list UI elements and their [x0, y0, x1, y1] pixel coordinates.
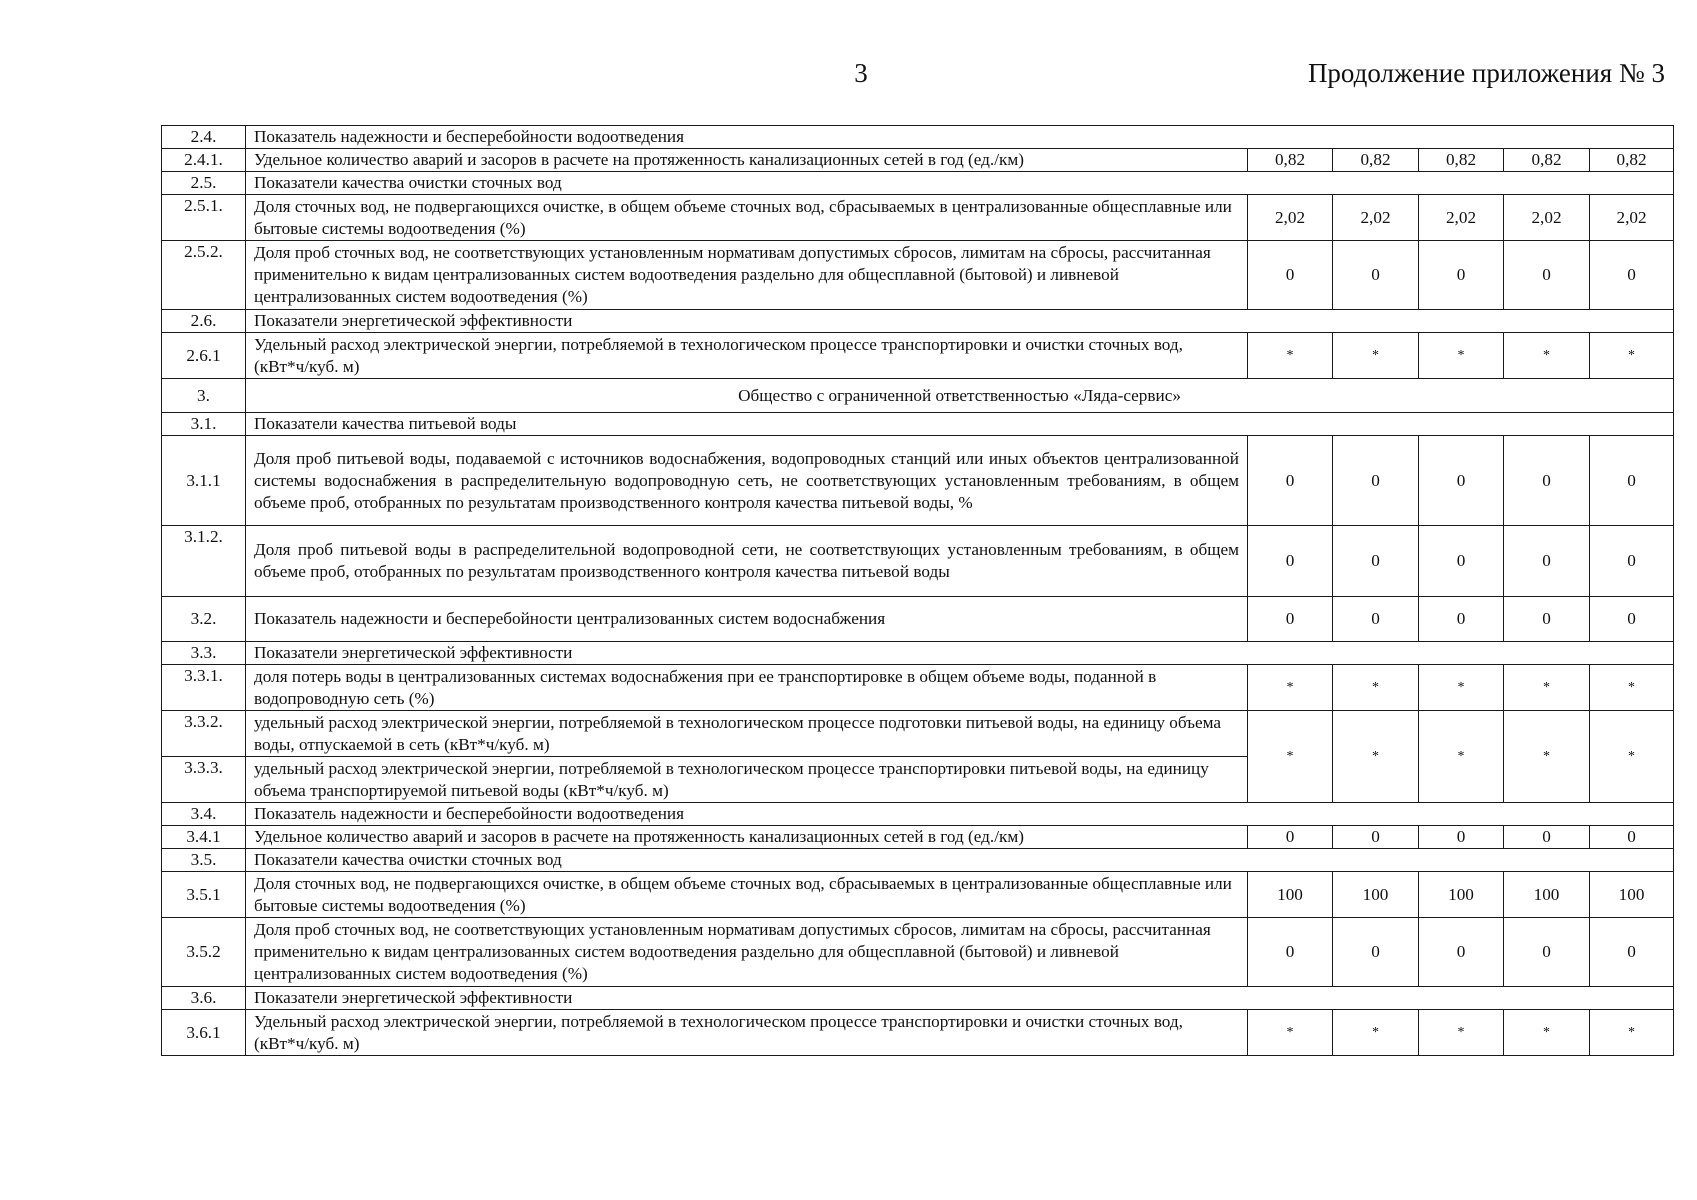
value-cell: 0	[1504, 526, 1590, 597]
value-cell: 0	[1419, 241, 1504, 310]
value-cell: *	[1333, 711, 1419, 803]
value-cell: *	[1419, 333, 1504, 379]
table-row	[162, 333, 1674, 379]
value-cell: 0	[1590, 436, 1674, 526]
section-title: Показатели качества очистки сточных вод	[246, 172, 1674, 195]
value-cell: *	[1504, 333, 1590, 379]
indicator-text: удельный расход электрической энергии, потребляемой в технологическом процессе подготовки питьевой воды, на единицу объема воды, отпускаемой в сеть (кВт*ч/куб. м)	[246, 711, 1248, 757]
value-cell: *	[1248, 711, 1333, 803]
row-number: 3.2.	[162, 597, 246, 642]
value-cell: 100	[1504, 872, 1590, 918]
row-number: 2.5.	[162, 172, 246, 195]
row-number: 3.6.	[162, 987, 246, 1010]
indicator-text: Доля сточных вод, не подвергающихся очистке, в общем объеме сточных вод, сбрасываемых в централизованные общесплавные или бытовые системы водоотведения (%)	[246, 195, 1248, 241]
value-cell: 0	[1248, 241, 1333, 310]
value-cell: 0	[1333, 436, 1419, 526]
section-row	[162, 642, 1674, 665]
indicator-text: Доля проб сточных вод, не соответствующих установленным нормативам допустимых сбросов, лимитам на сбросы, рассчитанная применительно к видам централизованных систем водоотведения раздельно для общесплавной (бытовой) и ливневой централизованных систем водоотведения (%)	[246, 918, 1248, 987]
value-cell: 0	[1590, 826, 1674, 849]
value-cell: 0	[1504, 597, 1590, 642]
value-cell: 0	[1248, 918, 1333, 987]
value-cell: *	[1590, 1010, 1674, 1056]
table-body	[162, 126, 1674, 1056]
section-title: Показатели энергетической эффективности	[246, 987, 1674, 1010]
indicator-text: Удельное количество аварий и засоров в расчете на протяженность канализационных сетей в год (ед./км)	[246, 149, 1248, 172]
section-row	[162, 310, 1674, 333]
section-row	[162, 126, 1674, 149]
value-cell: 0	[1504, 436, 1590, 526]
row-number: 3.5.1	[162, 872, 246, 918]
value-cell: 0,82	[1333, 149, 1419, 172]
value-cell: 0	[1248, 597, 1333, 642]
row-number: 3.1.	[162, 413, 246, 436]
value-cell: *	[1590, 711, 1674, 803]
value-cell: *	[1419, 665, 1504, 711]
table-row	[162, 597, 1674, 642]
row-number: 2.4.1.	[162, 149, 246, 172]
value-cell: 0	[1248, 526, 1333, 597]
value-cell: 100	[1333, 872, 1419, 918]
section-row	[162, 413, 1674, 436]
row-number: 2.6.	[162, 310, 246, 333]
row-number: 2.5.2.	[162, 241, 246, 310]
value-cell: 0	[1248, 436, 1333, 526]
table-row	[162, 526, 1674, 597]
section-title: Показатели качества питьевой воды	[246, 413, 1674, 436]
organization-name: Общество с ограниченной ответственностью «Ляда-сервис»	[246, 379, 1674, 413]
indicator-text: Удельное количество аварий и засоров в расчете на протяженность канализационных сетей в год (ед./км)	[246, 826, 1248, 849]
table-row	[162, 241, 1674, 310]
row-number: 3.	[162, 379, 246, 413]
organization-row	[162, 379, 1674, 413]
value-cell: 2,02	[1333, 195, 1419, 241]
table-row	[162, 826, 1674, 849]
value-cell: 0	[1590, 918, 1674, 987]
indicators-table	[161, 125, 1674, 1056]
value-cell: *	[1419, 711, 1504, 803]
section-title: Показатели энергетической эффективности	[246, 642, 1674, 665]
section-row	[162, 803, 1674, 826]
table-row	[162, 149, 1674, 172]
row-number: 3.4.1	[162, 826, 246, 849]
value-cell: 2,02	[1504, 195, 1590, 241]
table-row	[162, 195, 1674, 241]
value-cell: *	[1419, 1010, 1504, 1056]
row-number: 3.5.2	[162, 918, 246, 987]
section-title: Показатель надежности и бесперебойности водоотведения	[246, 126, 1674, 149]
table-row	[162, 1010, 1674, 1056]
row-number: 3.5.	[162, 849, 246, 872]
row-number: 2.6.1	[162, 333, 246, 379]
value-cell: 0	[1419, 826, 1504, 849]
page-number: 3	[854, 58, 868, 88]
row-number: 3.4.	[162, 803, 246, 826]
value-cell: 100	[1590, 872, 1674, 918]
row-number: 3.3.3.	[162, 757, 246, 803]
table-row	[162, 711, 1674, 757]
indicator-text: Доля проб питьевой воды в распределительной водопроводной сети, не соответствующих установленным требованиям, в общем объеме проб, отобранных по результатам производственного контроля качества питьевой воды	[246, 526, 1248, 597]
section-row	[162, 172, 1674, 195]
value-cell: 0	[1590, 597, 1674, 642]
value-cell: 0	[1419, 918, 1504, 987]
row-number: 3.1.1	[162, 436, 246, 526]
section-row	[162, 849, 1674, 872]
value-cell: 0	[1419, 597, 1504, 642]
value-cell: 0	[1590, 526, 1674, 597]
table-row	[162, 872, 1674, 918]
value-cell: *	[1504, 665, 1590, 711]
value-cell: 0	[1419, 436, 1504, 526]
value-cell: 0	[1248, 826, 1333, 849]
section-title: Показатель надежности и бесперебойности водоотведения	[246, 803, 1674, 826]
section-row	[162, 987, 1674, 1010]
value-cell: *	[1248, 665, 1333, 711]
row-number: 3.3.	[162, 642, 246, 665]
indicator-text: Удельный расход электрической энергии, потребляемой в технологическом процессе транспортировки и очистки сточных вод, (кВт*ч/куб. м)	[246, 333, 1248, 379]
value-cell: 0	[1419, 526, 1504, 597]
row-number: 2.4.	[162, 126, 246, 149]
value-cell: *	[1248, 1010, 1333, 1056]
row-number: 3.6.1	[162, 1010, 246, 1056]
value-cell: 2,02	[1248, 195, 1333, 241]
value-cell: 100	[1248, 872, 1333, 918]
value-cell: 2,02	[1419, 195, 1504, 241]
value-cell: 0	[1333, 918, 1419, 987]
row-number: 3.3.1.	[162, 665, 246, 711]
row-number: 3.3.2.	[162, 711, 246, 757]
continuation-label: Продолжение приложения № 3	[1307, 58, 1665, 88]
value-cell: 100	[1419, 872, 1504, 918]
row-number: 2.5.1.	[162, 195, 246, 241]
value-cell: 0,82	[1590, 149, 1674, 172]
value-cell: 0,82	[1248, 149, 1333, 172]
table-row	[162, 436, 1674, 526]
value-cell: 0	[1504, 918, 1590, 987]
indicator-text: Доля сточных вод, не подвергающихся очистке, в общем объеме сточных вод, сбрасываемых в централизованные общесплавные или бытовые системы водоотведения (%)	[246, 872, 1248, 918]
value-cell: *	[1333, 665, 1419, 711]
value-cell: 0	[1590, 241, 1674, 310]
value-cell: *	[1590, 665, 1674, 711]
value-cell: 0	[1333, 826, 1419, 849]
value-cell: 2,02	[1590, 195, 1674, 241]
indicator-text: Доля проб питьевой воды, подаваемой с источников водоснабжения, водопроводных станций или иных объектов централизованной системы водоснабжения в распределительную водопроводную сеть, не соответствующих установленным требованиям, в общем объеме проб, отобранных по результатам производственного контроля качества питьевой воды, %	[246, 436, 1248, 526]
section-title: Показатели энергетической эффективности	[246, 310, 1674, 333]
indicator-text: Удельный расход электрической энергии, потребляемой в технологическом процессе транспортировки и очистки сточных вод, (кВт*ч/куб. м)	[246, 1010, 1248, 1056]
value-cell: 0	[1333, 526, 1419, 597]
value-cell: *	[1333, 333, 1419, 379]
indicator-text: Доля проб сточных вод, не соответствующих установленным нормативам допустимых сбросов, лимитам на сбросы, рассчитанная применительно к видам централизованных систем водоотведения раздельно для общесплавной (бытовой) и ливневой централизованных систем водоотведения (%)	[246, 241, 1248, 310]
value-cell: 0,82	[1419, 149, 1504, 172]
section-title: Показатели качества очистки сточных вод	[246, 849, 1674, 872]
value-cell: *	[1333, 1010, 1419, 1056]
value-cell: 0,82	[1504, 149, 1590, 172]
value-cell: *	[1504, 711, 1590, 803]
table-row	[162, 665, 1674, 711]
indicator-text: доля потерь воды в централизованных системах водоснабжения при ее транспортировке в общем объеме воды, поданной в водопроводную сеть (%)	[246, 665, 1248, 711]
value-cell: 0	[1333, 241, 1419, 310]
row-number: 3.1.2.	[162, 526, 246, 597]
table-row	[162, 918, 1674, 987]
value-cell: *	[1590, 333, 1674, 379]
value-cell: *	[1248, 333, 1333, 379]
indicator-text: Показатель надежности и бесперебойности централизованных систем водоснабжения	[246, 597, 1248, 642]
value-cell: 0	[1504, 826, 1590, 849]
value-cell: 0	[1333, 597, 1419, 642]
value-cell: 0	[1504, 241, 1590, 310]
value-cell: *	[1504, 1010, 1590, 1056]
indicator-text: удельный расход электрической энергии, потребляемой в технологическом процессе транспортировки питьевой воды, на единицу объема транспортируемой питьевой воды (кВт*ч/куб. м)	[246, 757, 1248, 803]
